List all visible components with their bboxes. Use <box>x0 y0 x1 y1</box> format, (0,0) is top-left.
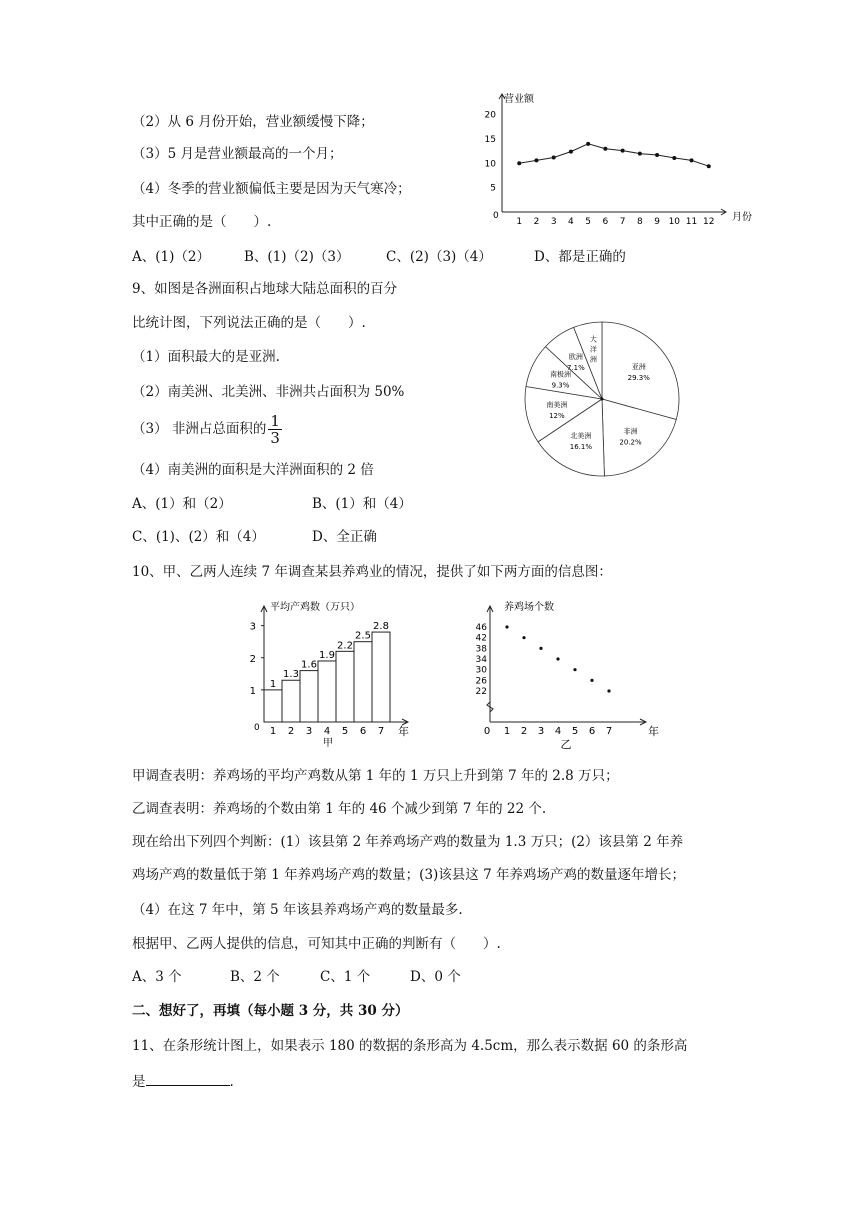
q8-option-c: C、(2)（3)（4） <box>386 249 492 265</box>
data-point <box>655 153 659 157</box>
y-tick-label: 34 <box>475 655 487 665</box>
bar-chart-origin: 0 <box>254 723 260 733</box>
bar <box>354 642 372 722</box>
q10-option-d: D、0 个 <box>410 969 461 985</box>
farm-count-scatter-chart <box>470 596 670 754</box>
pie-label: 南极洲 <box>550 370 572 379</box>
x-tick-label: 0 <box>483 726 491 737</box>
scatter-chart-axes <box>476 606 646 737</box>
pie-value-label: 12% <box>549 411 565 420</box>
x-tick-label: 2 <box>533 217 540 227</box>
x-tick-label: 1 <box>269 726 277 737</box>
q11-line-2-prefix: 是 <box>132 1074 146 1090</box>
data-point <box>607 689 610 692</box>
q9-statement-3 <box>132 412 284 446</box>
x-tick-label: 6 <box>359 726 367 737</box>
bar <box>318 661 336 722</box>
pie-label: 北美洲 <box>570 432 592 441</box>
q10-intro: 10、甲、乙两人连续 7 年调查某县养鸡业的情况，提供了如下两方面的信息图： <box>132 564 612 580</box>
data-point <box>707 164 711 168</box>
pie-label: 亚洲 <box>631 363 646 372</box>
y-tick-label: 20 <box>484 110 496 121</box>
data-point <box>569 150 573 154</box>
q10-jia-text: 甲调查表明：养鸡场的平均产鸡数从第 1 年的 1 万只上升到第 7 年的 2.8 万只； <box>132 768 619 784</box>
y-tick-label: 15 <box>484 134 496 145</box>
bar <box>300 671 318 722</box>
line-chart-series <box>517 142 711 168</box>
y-tick-label: 42 <box>475 633 487 644</box>
data-point <box>573 668 576 671</box>
bar-value-label: 1.3 <box>283 669 299 681</box>
avg-chicken-bar-chart <box>222 596 422 754</box>
fraction-numerator: 1 <box>270 412 280 430</box>
bar-chart-bars <box>264 621 390 722</box>
q10-judge-3: （4）在这 7 年中，第 5 年该县养鸡场产鸡的数量最多. <box>132 902 463 918</box>
q10-option-a: A、3 个 <box>132 969 182 985</box>
q9-statement-1: （1）面积最大的是亚洲. <box>132 349 280 365</box>
line-chart-xlabel: 月份 <box>732 212 752 223</box>
q10-option-b: B、2 个 <box>230 969 280 985</box>
q10-judge-2: 鸡场产鸡的数量低于第 1 年养鸡场产鸡的数量；(3)该县这 7 年养鸡场产鸡的数量逐年增长； <box>132 867 685 883</box>
y-tick-label: 10 <box>484 159 496 170</box>
pie-slices <box>525 322 679 476</box>
bar-value-label: 2.2 <box>337 640 353 652</box>
data-point <box>539 647 542 650</box>
pie-value-label: 9.3% <box>551 381 570 390</box>
y-tick-label: 46 <box>475 623 487 633</box>
series-line <box>519 144 709 166</box>
y-tick-label: 5 <box>490 183 496 194</box>
x-tick-label: 2 <box>520 726 528 737</box>
y-tick-label: 3 <box>249 621 256 633</box>
bar <box>282 680 300 722</box>
q8-option-a: A、(1)（2） <box>132 249 210 265</box>
y-tick-label: 38 <box>475 644 487 655</box>
pie-label: 南美洲 <box>546 400 568 409</box>
x-tick-label: 5 <box>341 726 349 737</box>
data-point <box>534 158 538 162</box>
pie-value-label: 7.1% <box>567 363 585 372</box>
y-tick-label: 22 <box>475 687 487 697</box>
q10-yi-text: 乙调查表明：养鸡场的个数由第 1 年的 46 个减少到第 7 年的 22 个. <box>132 801 547 817</box>
y-tick-label: 1 <box>249 685 256 697</box>
x-tick-label: 1 <box>516 217 523 227</box>
bar-value-label: 1.6 <box>301 659 317 671</box>
q9-option-d: D、全正确 <box>312 529 377 545</box>
x-tick-label: 5 <box>571 726 579 737</box>
sales-line-chart <box>478 86 768 228</box>
q11-line-1: 11、在条形统计图上，如果表示 180 的数据的条形高为 4.5cm，那么表示数据 60 的条形高 <box>132 1038 688 1054</box>
pie-label: 洲 <box>589 355 597 364</box>
x-tick-label: 3 <box>305 726 313 737</box>
q8-option-b: B、(1)（2)（3） <box>244 249 350 265</box>
x-tick-label: 1 <box>503 726 511 737</box>
q10-judge-1: 现在给出下列四个判断：(1）该县第 2 年养鸡场产鸡的数量为 1.3 万只；(2）该县第 2 年养 <box>132 834 684 850</box>
pie-label: 大 <box>589 335 597 344</box>
y-axis-with-break <box>487 606 493 722</box>
data-point <box>590 679 593 682</box>
data-point <box>690 158 694 162</box>
pie-value-label: 20.2% <box>619 438 642 447</box>
x-tick-label: 6 <box>588 726 596 737</box>
answer-blank[interactable] <box>146 1071 230 1086</box>
data-point <box>603 147 607 151</box>
scatter-chart-points <box>505 625 610 692</box>
q8-statement-3: （3）5 月是营业额最高的一个月； <box>132 146 343 162</box>
q8-statement-4: （4）冬季的营业额偏低主要是因为天气寒冷； <box>132 181 411 197</box>
x-tick-label: 7 <box>619 217 626 227</box>
q9-statement-2: （2）南美洲、北美洲、非洲共占面积为 50% <box>132 384 405 400</box>
q8-statement-2: （2）从 6 月份开始，营业额缓慢下降； <box>132 114 374 130</box>
data-point <box>586 142 590 146</box>
bar-value-label: 2.5 <box>355 630 371 642</box>
x-tick-label: 4 <box>554 726 562 737</box>
x-tick-label: 7 <box>605 726 613 737</box>
x-tick-label: 7 <box>377 726 385 737</box>
x-tick-label: 2 <box>287 726 295 737</box>
q8-question: 其中正确的是（ ）. <box>132 214 272 230</box>
q10-question: 根据甲、乙两人提供的信息，可知其中正确的判断有（ ）. <box>132 936 501 952</box>
bar-chart-title: 平均产鸡数（万只） <box>270 602 360 613</box>
q11-line-2 <box>132 1071 234 1091</box>
q11-line-2-suffix: . <box>229 1074 234 1090</box>
pie-label: 洋 <box>589 345 597 354</box>
line-chart-ylabel: 营业额 <box>504 94 534 105</box>
bar-chart-caption: 甲 <box>323 738 333 749</box>
q9-option-b: B、(1）和（4） <box>312 496 412 512</box>
q10-option-c: C、1 个 <box>320 969 371 985</box>
data-point <box>556 657 559 660</box>
line-chart-origin: 0 <box>493 211 499 221</box>
bar-chart-xlabel: 年 <box>398 725 409 738</box>
x-tick-label: 4 <box>323 726 331 737</box>
pie-center <box>601 398 604 401</box>
x-tick-label: 3 <box>550 217 557 227</box>
fraction-denominator: 3 <box>270 429 280 447</box>
scatter-chart-title: 养鸡场个数 <box>504 602 554 613</box>
section-2-title: 二、想好了，再填（每小题 3 分，共 30 分） <box>132 1003 409 1019</box>
bar-value-label: 1 <box>269 678 277 690</box>
x-tick-label: 12 <box>703 217 715 227</box>
data-point <box>522 636 525 639</box>
data-point <box>505 625 508 628</box>
q8-option-d: D、都是正确的 <box>534 249 626 265</box>
q9-option-a: A、(1）和（2） <box>132 496 232 512</box>
q9-statement-4: （4）南美洲的面积是大洋洲面积的 2 倍 <box>132 462 374 478</box>
data-point <box>621 149 625 153</box>
scatter-chart-xlabel: 年 <box>648 725 659 738</box>
bar-value-label: 1.9 <box>319 649 335 661</box>
data-point <box>517 161 521 165</box>
q9-statement-3-text: （3） 非洲占总面积的 <box>132 421 267 437</box>
scatter-chart-caption: 乙 <box>560 738 572 751</box>
data-point <box>638 152 642 156</box>
x-tick-label: 9 <box>654 217 660 227</box>
pie-value-label: 29.3% <box>627 374 650 383</box>
x-tick-label: 5 <box>585 217 592 227</box>
x-tick-label: 3 <box>537 726 545 737</box>
q9-option-c: C、(1)、(2）和（4） <box>132 529 265 545</box>
x-tick-label: 11 <box>685 217 698 227</box>
x-tick-label: 10 <box>668 217 681 227</box>
y-tick-label: 26 <box>475 676 487 687</box>
q9-line-1: 9、如图是各洲面积占地球大陆总面积的百分 <box>132 281 398 297</box>
y-tick-label: 2 <box>249 653 256 665</box>
pie-label: 欧洲 <box>568 352 583 361</box>
y-tick-label: 30 <box>475 665 487 676</box>
data-point <box>672 156 676 160</box>
pie-label: 非洲 <box>623 427 638 436</box>
x-tick-label: 4 <box>568 217 574 227</box>
data-point <box>552 155 556 159</box>
bar-value-label: 2.8 <box>373 621 389 633</box>
fraction-one-third <box>268 413 282 446</box>
q9-line-2: 比统计图，下列说法正确的是（ ）. <box>132 315 366 331</box>
continent-area-pie-chart <box>510 318 690 482</box>
x-tick-label: 8 <box>636 217 643 227</box>
x-tick-label: 6 <box>602 217 609 227</box>
bar <box>264 690 282 722</box>
bar <box>372 632 390 722</box>
pie-value-label: 16.1% <box>569 443 593 452</box>
bar <box>336 651 354 722</box>
